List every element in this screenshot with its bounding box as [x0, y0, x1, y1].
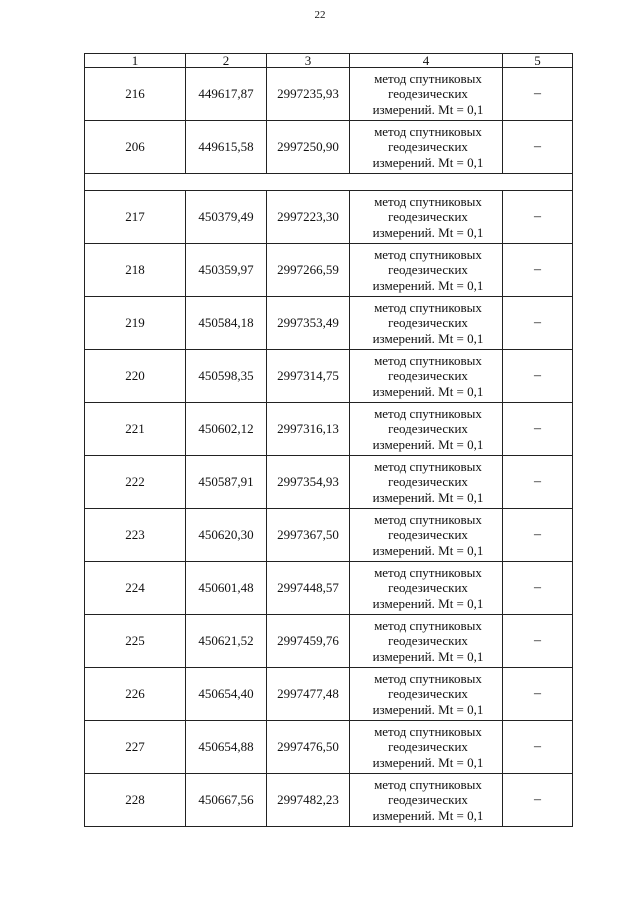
y-coordinate-cell: 2997235,93 — [267, 68, 350, 121]
column-header: 3 — [267, 54, 350, 68]
header-row — [85, 54, 573, 68]
method-line: метод спутниковых — [374, 193, 482, 209]
method-line: геодезических — [388, 421, 468, 437]
coordinates-table-container — [84, 53, 572, 827]
method-line: метод спутниковых — [374, 458, 482, 474]
table-row — [85, 403, 573, 456]
x-coordinate-cell: 450601,48 — [186, 562, 267, 615]
method-cell — [350, 121, 503, 174]
table-row — [85, 668, 573, 721]
method-line: метод спутниковых — [374, 352, 482, 368]
method-cell — [350, 509, 503, 562]
method-line: метод спутниковых — [374, 511, 482, 527]
method-line: геодезических — [388, 86, 468, 102]
y-coordinate-cell: 2997459,76 — [267, 615, 350, 668]
table-body — [85, 54, 573, 827]
coordinates-table — [84, 53, 573, 827]
x-coordinate-cell: 450654,88 — [186, 721, 267, 774]
method-cell — [350, 403, 503, 456]
point-number-cell: 206 — [85, 121, 186, 174]
table-row — [85, 721, 573, 774]
method-cell — [350, 350, 503, 403]
method-line: геодезических — [388, 209, 468, 225]
method-line: геодезических — [388, 686, 468, 702]
method-cell — [350, 668, 503, 721]
dash-cell: – — [503, 297, 573, 350]
dash-cell: – — [503, 191, 573, 244]
method-line: геодезических — [388, 139, 468, 155]
method-line: метод спутниковых — [374, 70, 482, 86]
table-row — [85, 456, 573, 509]
page-number: 22 — [314, 9, 326, 21]
method-line: измерений. Mt = 0,1 — [372, 542, 484, 558]
dash-cell: – — [503, 721, 573, 774]
method-line: измерений. Mt = 0,1 — [372, 101, 484, 117]
method-line: метод спутниковых — [374, 776, 482, 792]
point-number-cell: 219 — [85, 297, 186, 350]
method-line: измерений. Mt = 0,1 — [372, 330, 484, 346]
point-number-cell: 223 — [85, 509, 186, 562]
method-cell — [350, 297, 503, 350]
point-number-cell: 222 — [85, 456, 186, 509]
dash-cell: – — [503, 774, 573, 827]
method-line: измерений. Mt = 0,1 — [372, 277, 484, 293]
y-coordinate-cell: 2997314,75 — [267, 350, 350, 403]
separator-cell — [85, 174, 573, 191]
table-row — [85, 774, 573, 827]
method-line: измерений. Mt = 0,1 — [372, 754, 484, 770]
table-row — [85, 562, 573, 615]
method-cell — [350, 191, 503, 244]
method-line: геодезических — [388, 368, 468, 384]
method-line: измерений. Mt = 0,1 — [372, 807, 484, 823]
x-coordinate-cell: 450359,97 — [186, 244, 267, 297]
table-row — [85, 615, 573, 668]
dash-cell: – — [503, 121, 573, 174]
method-line: геодезических — [388, 527, 468, 543]
table-row — [85, 509, 573, 562]
y-coordinate-cell: 2997250,90 — [267, 121, 350, 174]
method-line: метод спутниковых — [374, 299, 482, 315]
method-line: метод спутниковых — [374, 564, 482, 580]
method-cell — [350, 774, 503, 827]
table-row — [85, 297, 573, 350]
y-coordinate-cell: 2997316,13 — [267, 403, 350, 456]
method-line: геодезических — [388, 315, 468, 331]
x-coordinate-cell: 450584,18 — [186, 297, 267, 350]
method-line: метод спутниковых — [374, 405, 482, 421]
point-number-cell: 218 — [85, 244, 186, 297]
dash-cell: – — [503, 456, 573, 509]
x-coordinate-cell: 450621,52 — [186, 615, 267, 668]
y-coordinate-cell: 2997353,49 — [267, 297, 350, 350]
method-line: измерений. Mt = 0,1 — [372, 595, 484, 611]
method-line: измерений. Mt = 0,1 — [372, 224, 484, 240]
y-coordinate-cell: 2997354,93 — [267, 456, 350, 509]
method-line: измерений. Mt = 0,1 — [372, 154, 484, 170]
method-line: геодезических — [388, 262, 468, 278]
method-cell — [350, 456, 503, 509]
x-coordinate-cell: 450587,91 — [186, 456, 267, 509]
column-header: 4 — [350, 54, 503, 68]
dash-cell: – — [503, 68, 573, 121]
point-number-cell: 228 — [85, 774, 186, 827]
method-line: метод спутниковых — [374, 670, 482, 686]
column-header: 1 — [85, 54, 186, 68]
point-number-cell: 224 — [85, 562, 186, 615]
x-coordinate-cell: 450379,49 — [186, 191, 267, 244]
y-coordinate-cell: 2997367,50 — [267, 509, 350, 562]
x-coordinate-cell: 449615,58 — [186, 121, 267, 174]
y-coordinate-cell: 2997448,57 — [267, 562, 350, 615]
method-line: измерений. Mt = 0,1 — [372, 383, 484, 399]
method-line: измерений. Mt = 0,1 — [372, 701, 484, 717]
method-line: геодезических — [388, 580, 468, 596]
method-cell — [350, 244, 503, 297]
point-number-cell: 226 — [85, 668, 186, 721]
dash-cell: – — [503, 509, 573, 562]
point-number-cell: 220 — [85, 350, 186, 403]
table-row — [85, 350, 573, 403]
method-line: геодезических — [388, 633, 468, 649]
point-number-cell: 221 — [85, 403, 186, 456]
dash-cell: – — [503, 350, 573, 403]
method-line: метод спутниковых — [374, 123, 482, 139]
table-row — [85, 191, 573, 244]
point-number-cell: 227 — [85, 721, 186, 774]
method-line: измерений. Mt = 0,1 — [372, 489, 484, 505]
column-header: 5 — [503, 54, 573, 68]
point-number-cell: 217 — [85, 191, 186, 244]
point-number-cell: 216 — [85, 68, 186, 121]
method-line: метод спутниковых — [374, 617, 482, 633]
dash-cell: – — [503, 615, 573, 668]
method-line: геодезических — [388, 739, 468, 755]
dash-cell: – — [503, 668, 573, 721]
y-coordinate-cell: 2997266,59 — [267, 244, 350, 297]
dash-cell: – — [503, 562, 573, 615]
column-header: 2 — [186, 54, 267, 68]
method-cell — [350, 68, 503, 121]
table-row — [85, 68, 573, 121]
separator-row — [85, 174, 573, 191]
method-line: геодезических — [388, 792, 468, 808]
method-cell — [350, 721, 503, 774]
table-row — [85, 244, 573, 297]
method-line: метод спутниковых — [374, 723, 482, 739]
y-coordinate-cell: 2997482,23 — [267, 774, 350, 827]
method-line: измерений. Mt = 0,1 — [372, 648, 484, 664]
x-coordinate-cell: 450667,56 — [186, 774, 267, 827]
method-cell — [350, 562, 503, 615]
method-line: метод спутниковых — [374, 246, 482, 262]
dash-cell: – — [503, 403, 573, 456]
method-line: измерений. Mt = 0,1 — [372, 436, 484, 452]
method-cell — [350, 615, 503, 668]
x-coordinate-cell: 450654,40 — [186, 668, 267, 721]
table-row — [85, 121, 573, 174]
y-coordinate-cell: 2997476,50 — [267, 721, 350, 774]
dash-cell: – — [503, 244, 573, 297]
x-coordinate-cell: 449617,87 — [186, 68, 267, 121]
y-coordinate-cell: 2997477,48 — [267, 668, 350, 721]
x-coordinate-cell: 450598,35 — [186, 350, 267, 403]
x-coordinate-cell: 450620,30 — [186, 509, 267, 562]
method-line: геодезических — [388, 474, 468, 490]
point-number-cell: 225 — [85, 615, 186, 668]
y-coordinate-cell: 2997223,30 — [267, 191, 350, 244]
x-coordinate-cell: 450602,12 — [186, 403, 267, 456]
